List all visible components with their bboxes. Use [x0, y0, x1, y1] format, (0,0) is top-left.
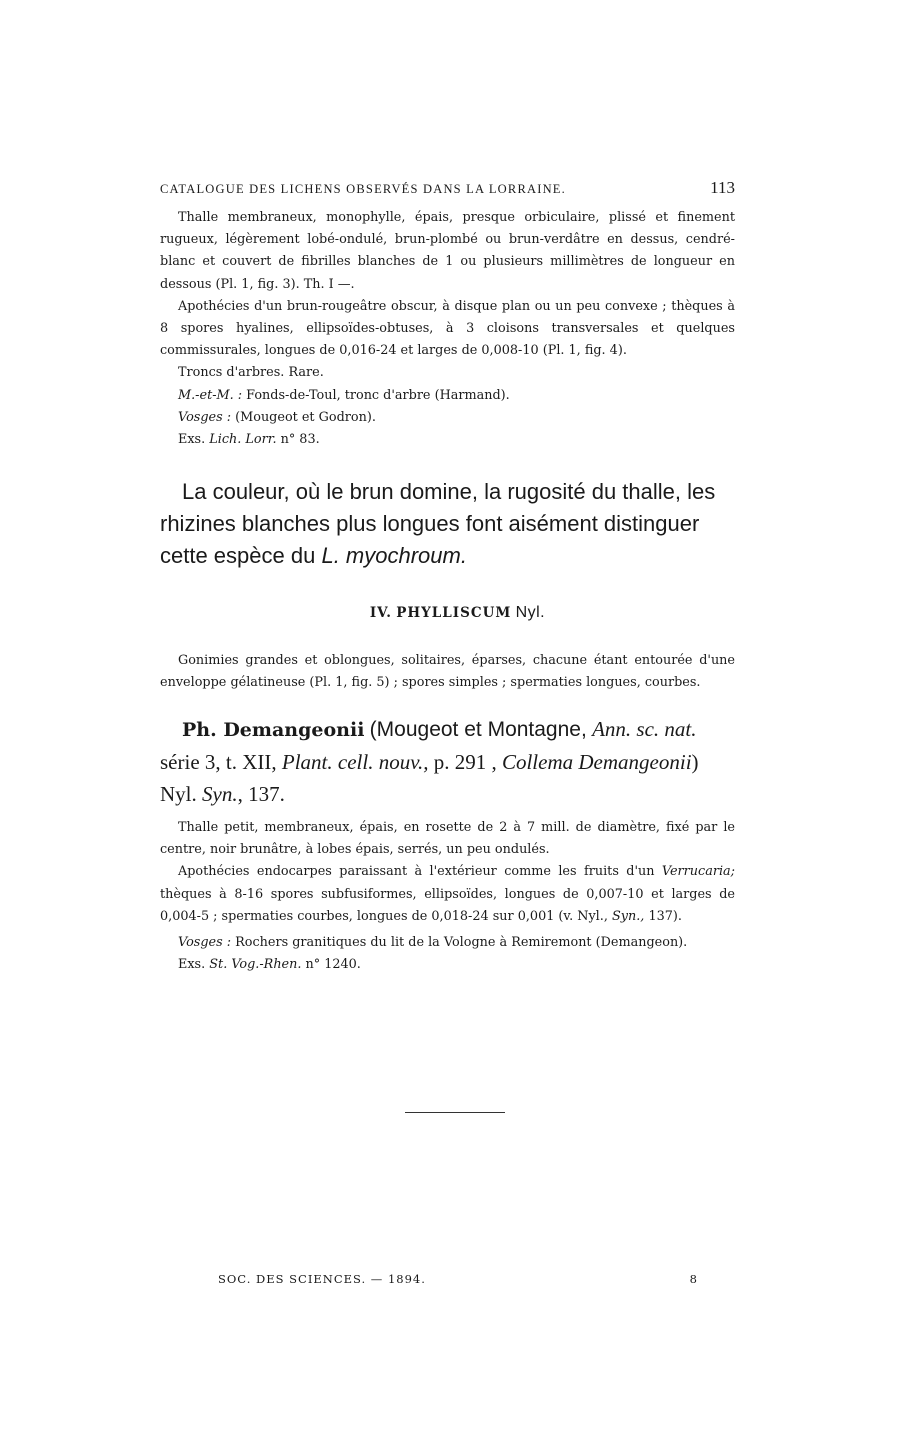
genus-author: Nyl. [515, 604, 546, 621]
running-header [160, 178, 735, 198]
apothecia-description: Apothécies endocarpes paraissant à l'extérieur comme les fruits d'un Verrucaria; thèques à 8-16 spores subfusiformes, ellipsoïdes, longues de 0,007-10 et larges de 0,004-5 ; spermaties courbes, longues de 0,018-24 sur 0,001 (v. Nyl., Syn., 137). [160, 864, 735, 924]
exsiccata-title: Lich. Lorr. [209, 432, 277, 448]
page-footer [218, 1272, 698, 1286]
page-number: 113 [710, 178, 735, 197]
footer-imprint: SOC. DES SCIENCES. — 1894. [218, 1272, 426, 1286]
locality-line [160, 385, 735, 407]
locality-text: Rochers granitiques du lit de la Vologne à Remiremont (Demangeon). [235, 935, 688, 951]
exsiccata-title: St. Vog.-Rhen. [209, 957, 302, 973]
locality-region: M.-et-M. : [178, 387, 243, 403]
genus-description-block [160, 650, 735, 694]
locality-region: Vosges : [178, 935, 232, 951]
remark-text: La couleur, où le brun domine, la rugosité du thalle, les rhizines blanches plus longues font aisément distinguer cette espèce du [160, 479, 716, 568]
apothecia-description: Apothécies d'un brun-rougeâtre obscur, à disque plan ou un peu convexe ; thèques à 8 spores hyalines, ellipsoïdes-obtuses, à 3 cloisons transversales et quelques commissurales, longues de 0,016-24 et larges de 0,008-10 (Pl. 1, fig. 4). [160, 298, 735, 359]
locality-line [160, 932, 735, 954]
thallus-description: Thalle membraneux, monophylle, épais, presque orbiculaire, plissé et finement rugueux, légèrement lobé-ondulé, brun-plombé ou brun-verdâtre en dessus, cendré-blanc et couvert de fibrilles blanches de 1 ou plusieurs millimètres de longueur en dessous (Pl. 1, fig. 3). Th. I —. [160, 210, 735, 292]
exsiccata-line: Exs. St. Vog.-Rhen. n° 1240. [178, 957, 361, 973]
species-description-block [160, 817, 735, 976]
habitat-note: Troncs d'arbres. Rare. [178, 365, 324, 381]
locality-region: Vosges : [178, 409, 232, 425]
remark-paragraph [160, 476, 740, 572]
genus-heading [0, 604, 915, 622]
genus-reference: Verrucaria; [661, 864, 735, 880]
running-title: CATALOGUE DES LICHENS OBSERVÉS DANS LA LORRAINE. [160, 182, 566, 196]
exsiccata-number: n° 1240. [305, 957, 361, 973]
signature-mark: 8 [689, 1272, 698, 1286]
genus-description: Gonimies grandes et oblongues, solitaires, éparses, chacune étant entourée d'une enveloppe gélatineuse (Pl. 1, fig. 5) ; spores simples ; spermaties longues, courbes. [160, 653, 735, 691]
locality-line [160, 407, 735, 429]
locality-text: (Mougeot et Godron). [235, 409, 376, 425]
genus-numeral: IV. [369, 605, 392, 621]
reference-title: Syn., [612, 908, 645, 924]
exsiccata-line: Exs. Lich. Lorr. n° 83. [178, 432, 320, 448]
locality-text: Fonds-de-Toul, tronc d'arbre (Harmand). [246, 387, 510, 403]
genus-name: PHYLLISCUM [396, 605, 512, 621]
species-heading: Ph. Demangeonii (Mougeot et Montagne, Ann. sc. nat. série 3, t. XII, Plant. cell. nouv., p. 291 , Collema Demangeonii) Nyl. Syn., 137. [160, 717, 699, 806]
entry-description-block [160, 207, 735, 451]
reference-title: Plant. cell. nouv., [281, 750, 429, 774]
thallus-description: Thalle petit, membraneux, épais, en rosette de 2 à 7 mill. de diamètre, fixé par le centre, noir brunâtre, à lobes épais, serrés, un peu ondulés. [160, 820, 735, 858]
remark-taxon: L. myochroum. [321, 543, 467, 568]
synonym-name: Collema Demangeonii [501, 750, 692, 774]
reference-title: Ann. sc. nat. [592, 717, 697, 741]
reference-title: Syn. [202, 782, 238, 806]
section-divider [405, 1112, 505, 1113]
species-name: Ph. Demangeonii [182, 719, 365, 741]
exsiccata-number: n° 83. [280, 432, 320, 448]
